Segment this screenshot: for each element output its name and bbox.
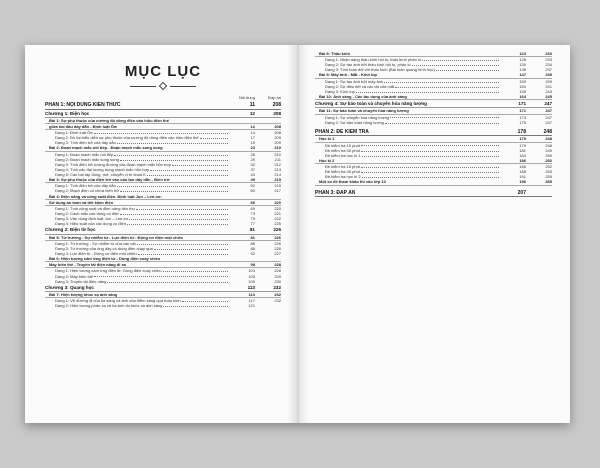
toc-page-number: 49 [250, 177, 255, 183]
toc-entry-label: Một số đề tham khảo thi vào lớp 10 [319, 179, 386, 185]
toc-answer-page-number: 221 [274, 211, 281, 217]
toc-page-number: 37 [250, 166, 255, 172]
toc-page-number: 88 [250, 245, 255, 251]
toc-entry-label: Dạng 1: Vẽ đường đi của tia sáng và ảnh của điểm sáng qua thấu kính [55, 298, 181, 304]
toc-page-number: 179 [519, 142, 526, 148]
toc-entry-label: Học kì 2 [319, 157, 335, 163]
toc-entry-label: Dạng 1: Định luật Ôm [55, 130, 94, 136]
toc-leader-dots [154, 249, 228, 250]
toc-answer-page-number: 248 [543, 128, 552, 135]
toc-page-number: 207 [517, 189, 526, 196]
toc-page-number: 126 [519, 57, 526, 63]
toc-entry-label: Dạng 1: Nhận dạng thấu kính hội tụ, thấu kính phân kì [325, 57, 422, 63]
toc-page-number: 12 [249, 110, 255, 116]
toc-answer-page-number: 227 [274, 250, 281, 256]
toc-answer-page-number: 212 [274, 161, 281, 167]
toc-page-number: 175 [519, 119, 526, 125]
toc-answer-page-number: 220 [274, 205, 281, 211]
toc-page-number: 136 [519, 67, 526, 73]
toc-answer-page-number: 208 [272, 102, 281, 108]
toc-page-number: 191 [519, 174, 526, 180]
toc-entry-label: PHẦN 2: ĐỀ KIỂM TRA [315, 128, 369, 135]
toc-entry [315, 190, 552, 198]
toc-page-number: 52 [250, 183, 255, 189]
toc-leader-dots [182, 301, 228, 302]
toc-answer-page-number: 241 [545, 83, 552, 89]
toc-entry-label: Bài 2: Đoạn mạch mắc nối tiếp - Đoạn mạch mắc song song [49, 145, 163, 151]
ornament-diamond-icon [159, 82, 167, 90]
toc-entry-label: Chương 2: Điện từ học [45, 227, 96, 233]
toc-entry-label: Dạng 2: Sự bảo toàn năng lượng [325, 119, 384, 125]
toc-leader-dots [422, 60, 499, 61]
toc-answer-page-number: 215 [274, 177, 281, 183]
toc-answer-page-number: 208 [274, 130, 281, 136]
toc-list-left [45, 102, 281, 308]
toc-page-number: 66 [250, 199, 255, 205]
toc-entry-label: Sử dụng an toàn và tiết kiệm điện [49, 199, 114, 205]
toc-leader-dots [94, 133, 228, 134]
toc-page-number: 109 [248, 278, 255, 284]
toc-page-number: 98 [250, 262, 255, 268]
column-headers [45, 95, 281, 100]
toc-leader-dots [129, 219, 228, 220]
toc-entry [315, 120, 552, 125]
toc-entry [45, 303, 281, 308]
toc-entry [45, 221, 281, 226]
toc-answer-page-number: 213 [274, 166, 281, 172]
page-title: MỤC LỤC [124, 63, 202, 80]
toc-leader-dots [120, 160, 228, 161]
toc-answer-page-number: 226 [273, 227, 281, 233]
toc-leader-dots [362, 156, 499, 157]
toc-answer-page-number: 208 [274, 124, 281, 129]
ornament-line-right [170, 86, 196, 87]
toc-entry-label: Dạng 1: Tính công suất và điện năng tiêu thụ [55, 205, 135, 211]
toc-answer-page-number: 253 [545, 169, 552, 175]
toc-entry-label: Bài 6: Hiện tượng cảm ứng điện từ - Dòng điện xoay chiều [49, 256, 161, 262]
toc-entry-label: Chương 1: Điện học [45, 110, 90, 116]
toc-leader-dots [114, 155, 228, 156]
toc-page-number: 19 [250, 140, 255, 146]
toc-leader-dots [412, 65, 499, 66]
toc-page-number: 159 [519, 88, 526, 94]
toc-page-number: 60 [250, 188, 255, 194]
toc-answer-page-number: 217 [274, 188, 281, 194]
toc-leader-dots [390, 117, 499, 118]
toc-entry-label: Dạng 2: Máy biến thế [55, 273, 94, 279]
toc-leader-dots [361, 172, 499, 173]
toc-entry-label: Dạng 2: Đoạn mạch mắc song song [55, 156, 119, 162]
toc-answer-page-number: 211 [274, 156, 281, 162]
toc-page-number: 171 [518, 101, 526, 107]
toc-answer-page-number: 255 [545, 179, 552, 185]
toc-page-number: 113 [247, 284, 255, 290]
toc-leader-dots [356, 92, 499, 93]
toc-entry [45, 285, 281, 292]
toc-page-number: 121 [248, 303, 255, 309]
toc-page-number: 130 [519, 62, 526, 68]
toc-answer-page-number: 210 [274, 151, 281, 157]
toc-entry-label: Bài 10: Ánh sáng - Các tác dụng của ánh sáng [319, 93, 407, 99]
toc-page-number: 186 [519, 164, 526, 170]
toc-page-number: 103 [248, 268, 255, 274]
toc-leader-dots [163, 271, 229, 272]
toc-entry [315, 129, 552, 137]
column-header-page: Nội dung [238, 95, 255, 100]
column-header-answer: Đáp án [268, 95, 281, 100]
toc-entry-label: Đề kiểm tra 15 phút [325, 164, 360, 170]
toc-entry-label: giữa hai đầu dây dẫn - Định luật Ôm [49, 124, 118, 129]
right-page [297, 45, 570, 423]
toc-answer-page-number: 233 [545, 57, 552, 63]
toc-page-number: 11 [249, 102, 255, 108]
toc-entry-label: Dạng 4: Tính các đại lượng trong mạch mắc hỗn hợp [55, 166, 150, 172]
toc-leader-dots [384, 82, 499, 83]
toc-page-number: 178 [517, 128, 526, 135]
toc-answer-page-number: 225 [274, 221, 281, 227]
toc-leader-dots [120, 214, 228, 215]
toc-leader-dots [385, 123, 499, 124]
toc-page-number: 29 [250, 156, 255, 162]
toc-page-number: 181 [519, 147, 526, 153]
toc-answer-page-number: 247 [545, 114, 552, 120]
toc-page-number: 186 [519, 157, 526, 163]
toc-leader-dots [136, 209, 228, 210]
toc-entry [315, 179, 552, 185]
title-ornament [45, 83, 281, 89]
toc-page-number: 113 [248, 291, 255, 297]
toc-page-number: 92 [250, 250, 255, 256]
toc-leader-dots [94, 276, 228, 277]
toc-leader-dots [361, 151, 499, 152]
toc-page-number: 17 [250, 135, 255, 141]
toc-entry [315, 94, 552, 100]
toc-answer-page-number: 215 [274, 183, 281, 189]
toc-entry-label: Đề kiểm tra 15 phút [325, 142, 360, 148]
toc-answer-page-number: 239 [545, 78, 552, 84]
toc-entry-label: Dạng 2: Hiện tượng phản xạ và hạ ảnh do khúc xạ ánh sáng [55, 303, 163, 309]
toc-entry-label: Bài 8: Thấu kính [319, 51, 350, 56]
toc-answer-page-number: 250 [545, 152, 552, 158]
toc-leader-dots [147, 175, 228, 176]
toc-page-number: 81 [249, 227, 255, 233]
toc-leader-dots [117, 143, 228, 144]
toc-answer-page-number: 252 [545, 164, 552, 170]
toc-answer-page-number: 232 [274, 291, 281, 297]
toc-answer-page-number: 226 [274, 245, 281, 251]
toc-entry-label: Dạng 3: Tính toán đối với thấu kính (Bài toán quang hình học) [325, 67, 435, 73]
toc-answer-page-number: 234 [545, 62, 552, 68]
toc-page-number: 14 [250, 130, 255, 136]
toc-leader-dots [163, 306, 228, 307]
toc-entry-label: Học kì 1 [319, 136, 335, 142]
toc-entry-label: Chương 3: Quang học [45, 284, 94, 290]
toc-answer-page-number: 243 [545, 88, 552, 94]
toc-page-number: 188 [519, 169, 526, 175]
toc-leader-dots [138, 254, 228, 255]
toc-entry-label: Đề kiểm tra học kì 2 [325, 174, 361, 180]
toc-entry-label: Bài 4: Điện năng và công suất điện. Định luật Jun – Len-xơ. [49, 193, 162, 199]
toc-answer-page-number: 248 [545, 142, 552, 148]
toc-answer-page-number: 247 [544, 101, 552, 107]
toc-page-number: 154 [519, 83, 526, 89]
toc-page-number: 77 [250, 221, 255, 227]
toc-entry-label: Đề kiểm tra học kì 1 [325, 152, 361, 158]
toc-page-number: 171 [519, 108, 526, 114]
toc-leader-dots [362, 177, 499, 178]
toc-entry-label: Dạng 2: Sự tạo ảnh bởi thấu kính hội tụ, phân kì [325, 62, 411, 68]
toc-answer-page-number: 248 [545, 136, 552, 142]
toc-answer-page-number: 232 [274, 298, 281, 304]
toc-answer-page-number: 209 [274, 135, 281, 141]
toc-entry [315, 101, 552, 108]
toc-entry-label: Dạng 1: Hiện tượng cảm ứng điện từ. Dòng điện xoay chiều [55, 268, 162, 274]
toc-page-number: 173 [519, 114, 526, 120]
toc-entry-label: Dạng 2: Từ trường của ống dây có dòng điện chạy qua [55, 245, 153, 251]
toc-entry-label: Dạng 2: Mạch điện có chứa biến trở [55, 188, 120, 194]
toc-entry-label: Dạng 3: Tính điện trở của dây dẫn [55, 140, 116, 146]
toc-leader-dots [150, 170, 228, 171]
toc-answer-page-number: 222 [274, 216, 281, 222]
toc-page-number: 86 [250, 240, 255, 246]
toc-answer-page-number: 226 [274, 234, 281, 240]
toc-entry-label: Dạng 3: Truyền tải điện năng [55, 278, 107, 284]
toc-answer-page-number: 245 [545, 93, 552, 99]
toc-answer-page-number: 237 [545, 67, 552, 73]
toc-page-number: 123 [519, 51, 526, 56]
toc-entry-label: Bài 3: Sự phụ thuộc của điện trở vào cấu tạo dây dẫn - Biến trở [49, 177, 170, 183]
toc-leader-dots [436, 70, 499, 71]
toc-leader-dots [107, 282, 228, 283]
toc-entry-label: Dạng 2: Cách mắc các dụng cụ điện [55, 211, 120, 217]
toc-leader-dots [395, 87, 499, 88]
toc-leader-dots [137, 244, 228, 245]
toc-entry [45, 227, 281, 234]
toc-answer-page-number: 214 [274, 172, 281, 178]
toc-entry-label: Bài 7: Hiện tượng khúc xạ ánh sáng [49, 291, 118, 297]
toc-entry-label: Bài 11: Sự bảo toàn và chuyển hóa năng lượng [319, 108, 409, 114]
toc-page-number: 32 [250, 161, 255, 167]
toc-answer-page-number: 247 [545, 108, 552, 114]
toc-page-number: 75 [250, 216, 255, 222]
toc-entry-label: Dạng 3: Vận dụng định luật Jun – Len-xơ [55, 216, 129, 222]
toc-page-number: 105 [248, 273, 255, 279]
toc-page-number: 69 [250, 205, 255, 211]
toc-page-number: 73 [250, 211, 255, 217]
toc-entry-label: PHẦN 3: ĐÁP ÁN [315, 189, 356, 196]
toc-entry-label: Dạng 1: Từ trường - Sự nhiễm từ của các vật [55, 240, 136, 246]
toc-entry-label: PHẦN 1: NỘI DUNG KIẾN THỨC [45, 102, 121, 108]
toc-answer-page-number: 210 [274, 145, 281, 151]
toc-leader-dots [361, 145, 499, 146]
toc-answer-page-number: 230 [274, 278, 281, 284]
left-page [25, 45, 297, 423]
toc-entry-label: Bài 1: Sự phụ thuộc của cường độ dòng điện vào hiệu điện thế [49, 117, 169, 123]
toc-page-number: 12 [250, 124, 255, 129]
toc-list-right [315, 51, 552, 197]
toc-entry-label: Đề kiểm tra 45 phút [325, 147, 360, 153]
toc-entry-label: Dạng 1: Đoạn mạch mắc nối tiếp [55, 151, 114, 157]
toc-entry-label: Dạng 1: Sự tạo ảnh bởi máy ảnh [325, 78, 384, 84]
toc-answer-page-number: 239 [545, 72, 552, 78]
toc-answer-page-number: 226 [274, 240, 281, 246]
toc-leader-dots [117, 186, 228, 187]
toc-leader-dots [127, 224, 228, 225]
toc-entry [45, 102, 281, 110]
toc-answer-page-number: 255 [545, 174, 552, 180]
toc-page-number: 147 [519, 72, 526, 78]
toc-entry-label: Dạng 1: Tính điện trở của dây dẫn [55, 183, 116, 189]
toc-entry-label: Chương 4: Sự bảo toàn và chuyển hóa năng lượng [315, 101, 427, 107]
toc-answer-page-number: 249 [545, 147, 552, 153]
toc-leader-dots [120, 191, 228, 192]
toc-entry-label: Dạng 4: Hiệu suất của các dụng cụ điện [55, 221, 126, 227]
ornament-line-left [130, 86, 156, 87]
open-book [25, 45, 570, 423]
toc-entry-label: Bài 9: Máy ảnh - Mắt - Kính lúp [319, 72, 378, 78]
toc-leader-dots [172, 165, 228, 166]
toc-entry-label: Dạng 1: Sự chuyển hóa năng lượng [325, 114, 390, 120]
toc-answer-page-number: 232 [273, 284, 281, 290]
toc-page-number: 184 [519, 152, 526, 158]
toc-answer-page-number: 208 [273, 110, 281, 116]
toc-answer-page-number: 228 [274, 262, 281, 268]
toc-entry [45, 111, 281, 118]
toc-answer-page-number: 247 [545, 119, 552, 125]
toc-entry-label: Bài 5: Từ trường - Sự nhiễm từ - Lực điện từ - Động cơ điện một chiều [49, 234, 184, 240]
toc-entry-label: Dạng 2: Sự điều tiết và các tật của mắt [325, 83, 395, 89]
toc-entry-label: Dạng 5: Các bài tập đóng, mở, chuyển vị trí khóa K [55, 172, 146, 178]
toc-page-number: 43 [250, 172, 255, 178]
toc-page-number: 164 [519, 93, 526, 99]
toc-entry [45, 279, 281, 284]
toc-answer-page-number: 252 [545, 157, 552, 163]
toc-page-number: 23 [250, 145, 255, 151]
toc-page-number: 196 [519, 179, 526, 185]
toc-page-number: 150 [519, 78, 526, 84]
toc-answer-page-number: 229 [274, 273, 281, 279]
toc-entry-label: Dạng 3: Tính điện trở tương đương của đoạn mạch mắc hỗn hợp [55, 161, 172, 167]
toc-leader-dots [200, 138, 228, 139]
toc-entry-label: Dạng 3: Lực điện từ - Động cơ điện một chiều [55, 250, 137, 256]
toc-entry-label: Máy biến thế - Truyền tải điện năng đi xa [49, 262, 126, 268]
toc-answer-page-number: 220 [274, 199, 281, 205]
toc-page-number: 179 [519, 136, 526, 142]
toc-answer-page-number: 209 [274, 140, 281, 146]
toc-answer-page-number: 228 [274, 268, 281, 274]
toc-answer-page-number: 233 [545, 51, 552, 56]
toc-page-number: 26 [250, 151, 255, 157]
toc-leader-dots [361, 167, 499, 168]
toc-page-number: 117 [248, 298, 255, 304]
toc-entry-label: Dạng 3: Kính lúp [325, 88, 355, 94]
toc-entry-label: Đề kiểm tra 45 phút [325, 169, 360, 175]
toc-page-number: 81 [250, 234, 255, 240]
toc-entry-label: Dạng 2: Đồ thị biểu diễn sự phụ thuộc của cường độ dòng điện vào hiệu điện thế [55, 135, 199, 141]
